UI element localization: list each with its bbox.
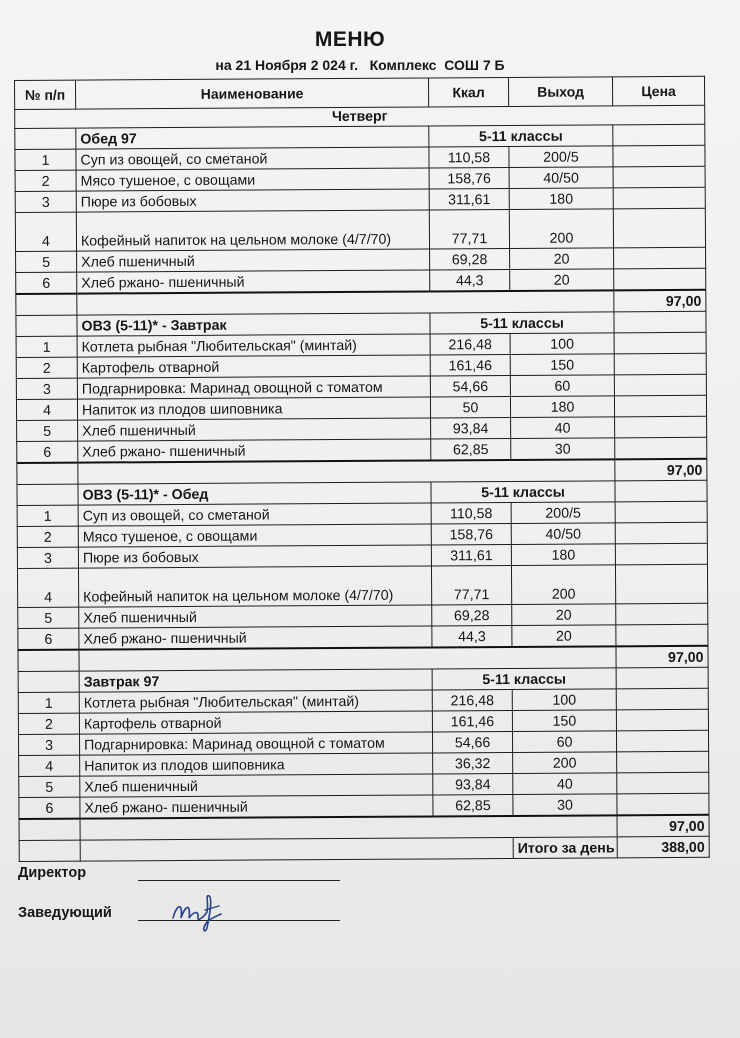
item-kcal: 158,76 <box>431 523 511 544</box>
item-number: 6 <box>16 272 77 294</box>
director-signature-line <box>138 880 340 881</box>
item-price <box>613 208 705 248</box>
section-class-label: 5-11 классы <box>431 481 615 503</box>
item-kcal: 54,66 <box>430 375 510 396</box>
item-output: 180 <box>510 396 614 418</box>
section-number-cell <box>16 315 77 336</box>
item-name: Хлеб пшеничный <box>80 774 433 797</box>
item-kcal: 50 <box>430 396 510 417</box>
item-kcal: 69,28 <box>430 248 510 269</box>
item-kcal: 62,85 <box>433 794 513 816</box>
item-kcal: 161,46 <box>430 354 510 375</box>
item-name: Хлеб пшеничный <box>79 605 432 628</box>
item-name: Подгарнировка: Маринад овощной с томатом <box>77 376 430 399</box>
item-output: 100 <box>510 333 614 355</box>
item-name: Котлета рыбная "Любительская" (минтай) <box>79 690 432 713</box>
item-output: 200/5 <box>509 146 613 168</box>
item-output: 180 <box>509 188 613 210</box>
col-price-header: Цена <box>612 76 704 106</box>
item-name: Хлеб ржано- пшеничный <box>80 795 433 819</box>
item-name: Картофель отварной <box>79 711 432 734</box>
item-kcal: 161,46 <box>432 710 512 731</box>
item-output: 200 <box>513 752 617 774</box>
section-price-cell <box>614 311 706 333</box>
section-class-label: 5-11 классы <box>430 312 614 334</box>
item-output: 40/50 <box>509 167 613 189</box>
menu-table <box>14 76 710 862</box>
item-output: 180 <box>511 544 615 566</box>
item-name: Хлеб ржано- пшеничный <box>77 270 430 294</box>
item-number: 6 <box>17 441 78 463</box>
item-output: 20 <box>512 625 616 647</box>
item-number: 3 <box>18 734 79 755</box>
item-output: 200 <box>511 565 615 605</box>
item-number: 3 <box>17 547 78 568</box>
item-price <box>614 395 706 417</box>
manager-label: Заведующий <box>18 905 112 921</box>
menu-body <box>15 105 710 861</box>
item-number: 4 <box>16 399 77 420</box>
handwritten-signature <box>165 888 235 936</box>
item-kcal: 158,76 <box>429 167 509 188</box>
col-name-header: Наименование <box>76 78 429 109</box>
section-total-price: 97,00 <box>614 290 706 312</box>
section-class-label: 5-11 классы <box>432 668 616 690</box>
section-number-cell <box>18 671 79 692</box>
item-kcal: 62,85 <box>431 438 511 460</box>
item-output: 20 <box>512 604 616 626</box>
section-total-price: 97,00 <box>615 459 707 481</box>
item-price <box>613 145 705 167</box>
day-total-label: Итого за день <box>513 837 617 859</box>
item-number: 1 <box>15 149 76 170</box>
item-name: Мясо тушеное, с овощами <box>78 524 431 547</box>
item-price <box>615 501 707 523</box>
item-number: 5 <box>16 251 77 272</box>
menu-subtitle: на 21 Ноября 2 024 г. Комплекс СОШ 7 Б <box>215 57 505 73</box>
director-label: Директор <box>18 865 87 881</box>
item-number: 3 <box>15 191 76 212</box>
menu-item-row <box>17 564 707 607</box>
item-output: 20 <box>510 269 614 291</box>
item-price <box>616 709 708 731</box>
day-total-row <box>19 836 709 861</box>
item-name: Подгарнировка: Маринад овощной с томатом <box>79 732 432 755</box>
item-number: 6 <box>19 797 80 819</box>
item-number: 1 <box>17 505 78 526</box>
item-price <box>615 543 707 565</box>
item-output: 30 <box>511 438 615 460</box>
day-total-spacer <box>80 837 513 861</box>
section-title: ОВЗ (5-11)* - Обед <box>78 482 431 505</box>
item-name: Хлеб пшеничный <box>77 249 430 272</box>
item-output: 60 <box>512 731 616 753</box>
item-output: 200/5 <box>511 502 615 524</box>
menu-item-row <box>15 208 705 251</box>
item-name: Хлеб ржано- пшеничный <box>78 439 431 463</box>
item-number: 2 <box>18 713 79 734</box>
item-number: 2 <box>16 357 77 378</box>
item-name: Кофейный напиток на цельном молоке (4/7/70) <box>76 210 429 251</box>
item-kcal: 69,28 <box>432 604 512 625</box>
section-number-cell <box>15 128 76 149</box>
item-name: Хлеб ржано- пшеничный <box>79 626 432 650</box>
item-kcal: 93,84 <box>433 773 513 794</box>
item-kcal: 77,71 <box>431 565 511 604</box>
item-price <box>616 688 708 710</box>
col-number-header: № п/п <box>15 80 76 109</box>
section-class-label: 5-11 классы <box>429 125 613 147</box>
item-kcal: 311,61 <box>429 188 509 209</box>
table-header-row <box>15 76 705 109</box>
item-name: Пюре из бобовых <box>76 189 429 212</box>
item-name: Напиток из плодов шиповника <box>77 397 430 420</box>
item-price <box>615 522 707 544</box>
day-total-value: 388,00 <box>617 836 709 858</box>
section-title: Завтрак 97 <box>79 669 432 692</box>
section-title: ОВЗ (5-11)* - Завтрак <box>77 313 430 336</box>
item-price <box>613 187 705 209</box>
item-kcal: 44,3 <box>430 269 510 291</box>
item-number: 2 <box>15 170 76 191</box>
item-number: 6 <box>18 628 79 650</box>
item-number: 1 <box>18 692 79 713</box>
item-price <box>614 268 706 290</box>
item-output: 40 <box>513 773 617 795</box>
item-name: Мясо тушеное, с овощами <box>76 168 429 191</box>
total-number-cell <box>18 650 79 672</box>
section-price-cell <box>613 124 705 146</box>
item-kcal: 54,66 <box>432 731 512 752</box>
item-price <box>616 624 708 646</box>
total-number-cell <box>17 463 78 485</box>
col-output-header: Выход <box>508 77 612 107</box>
item-price <box>614 374 706 396</box>
item-name: Напиток из плодов шиповника <box>80 753 433 776</box>
item-price <box>616 730 708 752</box>
item-number: 5 <box>18 607 79 628</box>
item-number: 2 <box>17 526 78 547</box>
item-output: 40 <box>511 417 615 439</box>
item-name: Пюре из бобовых <box>78 545 431 568</box>
item-output: 40/50 <box>511 523 615 545</box>
day-total-number-cell <box>19 840 80 861</box>
item-kcal: 216,48 <box>430 333 510 354</box>
col-kcal-header: Ккал <box>428 77 508 106</box>
item-price <box>614 353 706 375</box>
item-number: 1 <box>16 336 77 357</box>
item-kcal: 110,58 <box>429 146 509 167</box>
section-price-cell <box>615 480 707 502</box>
item-name: Хлеб пшеничный <box>78 418 431 441</box>
item-kcal: 93,84 <box>431 417 511 438</box>
item-price <box>614 332 706 354</box>
item-kcal: 36,32 <box>433 752 513 773</box>
item-kcal: 77,71 <box>429 209 509 248</box>
item-number: 5 <box>17 420 78 441</box>
item-price <box>615 437 707 459</box>
section-title: Обед 97 <box>76 126 429 149</box>
item-name: Котлета рыбная "Любительская" (минтай) <box>77 334 430 357</box>
item-output: 100 <box>512 689 616 711</box>
item-name: Суп из овощей, со сметаной <box>78 503 431 526</box>
menu-title: МЕНЮ <box>314 28 386 51</box>
item-name: Кофейный напиток на цельном молоке (4/7/70) <box>78 566 431 607</box>
item-price <box>617 772 709 794</box>
section-number-cell <box>17 484 78 505</box>
item-output: 20 <box>510 248 614 270</box>
item-number: 4 <box>15 212 76 251</box>
item-name: Суп из овощей, со сметаной <box>76 147 429 170</box>
item-kcal: 311,61 <box>431 544 511 565</box>
item-kcal: 110,58 <box>431 502 511 523</box>
item-kcal: 44,3 <box>432 625 512 647</box>
day-label: Четверг <box>15 105 705 128</box>
item-output: 30 <box>513 794 617 816</box>
total-number-cell <box>19 819 80 841</box>
section-price-cell <box>616 667 708 689</box>
item-price <box>614 247 706 269</box>
item-number: 5 <box>19 776 80 797</box>
section-total-price: 97,00 <box>617 815 709 837</box>
item-output: 150 <box>512 710 616 732</box>
item-number: 4 <box>17 568 78 607</box>
item-price <box>617 793 709 815</box>
item-output: 60 <box>510 375 614 397</box>
item-number: 4 <box>19 755 80 776</box>
section-total-price: 97,00 <box>616 646 708 668</box>
item-price <box>616 603 708 625</box>
item-output: 200 <box>509 209 613 249</box>
item-price <box>613 166 705 188</box>
item-kcal: 216,48 <box>432 689 512 710</box>
total-number-cell <box>16 294 77 316</box>
item-price <box>615 564 707 604</box>
item-name: Картофель отварной <box>77 355 430 378</box>
item-price <box>617 751 709 773</box>
item-price <box>615 416 707 438</box>
item-output: 150 <box>510 354 614 376</box>
item-number: 3 <box>16 378 77 399</box>
